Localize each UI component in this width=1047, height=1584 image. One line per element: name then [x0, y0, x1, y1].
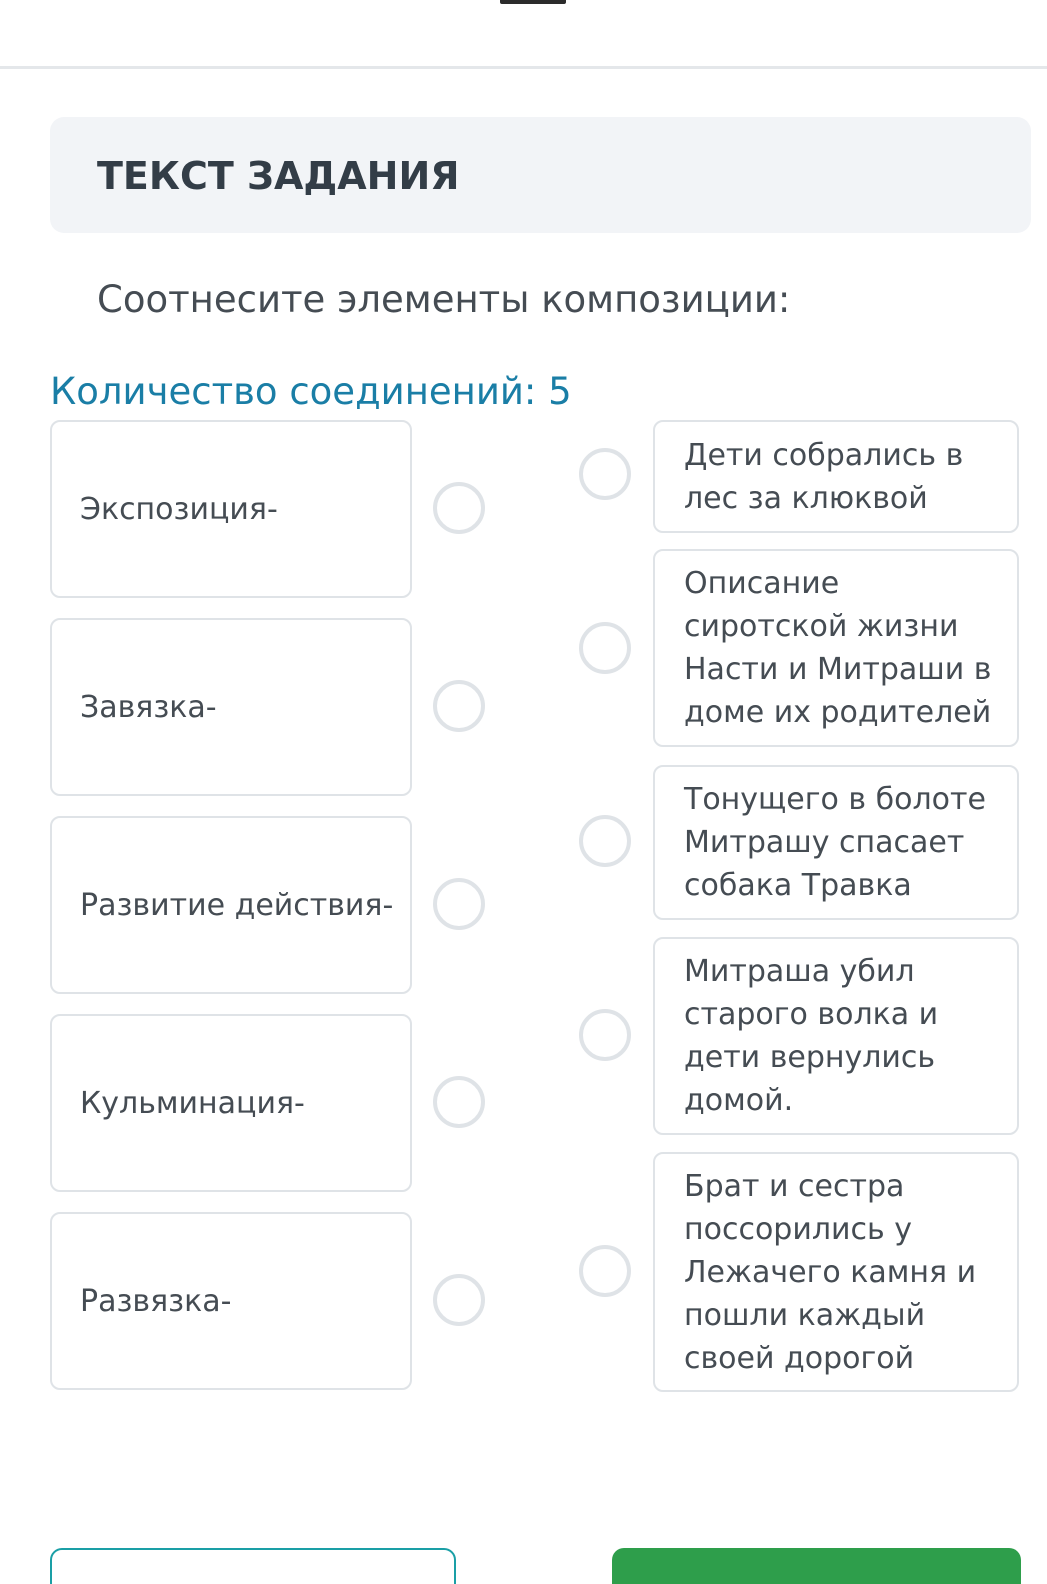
connections-count: Количество соединений: 5: [50, 370, 572, 413]
top-bar-title-fragment: [500, 0, 566, 4]
secondary-button[interactable]: [50, 1548, 456, 1584]
left-item-label: Кульминация-: [80, 1085, 305, 1121]
left-item-resolution[interactable]: [50, 1212, 412, 1390]
task-header-title: ТЕКСТ ЗАДАНИЯ: [97, 154, 460, 198]
right-item-label: Брат и сестра поссорились у Лежачего камня и пошли каждый своей дорогой: [684, 1168, 977, 1376]
left-item-label: Развязка-: [80, 1283, 232, 1319]
right-connector-4[interactable]: [579, 1009, 631, 1061]
left-item-exposition[interactable]: [50, 420, 412, 598]
question-text: Соотнесите элементы композиции:: [97, 278, 791, 321]
right-item-2[interactable]: [653, 549, 1019, 747]
right-item-1[interactable]: [653, 420, 1019, 533]
left-item-climax[interactable]: [50, 1014, 412, 1192]
right-connector-3[interactable]: [579, 815, 631, 867]
left-connector-2[interactable]: [433, 680, 485, 732]
right-connector-5[interactable]: [579, 1245, 631, 1297]
right-item-3[interactable]: [653, 765, 1019, 920]
right-connector-1[interactable]: [579, 448, 631, 500]
top-bar: [0, 0, 1047, 69]
right-item-label: Описание сиротской жизни Насти и Митраши в доме их родителей: [684, 566, 992, 730]
right-item-4[interactable]: [653, 937, 1019, 1135]
left-connector-1[interactable]: [433, 482, 485, 534]
right-connector-2[interactable]: [579, 622, 631, 674]
left-item-label: Экспозиция-: [80, 491, 278, 527]
right-item-label: Тонущего в болоте Митрашу спасает собака Травка: [684, 782, 986, 903]
left-item-setup[interactable]: [50, 618, 412, 796]
left-item-label: Развитие действия-: [80, 887, 394, 923]
task-header: [50, 117, 1031, 233]
right-item-label: Дети собрались в лес за клюквой: [684, 437, 964, 516]
right-item-5[interactable]: [653, 1152, 1019, 1392]
left-item-rising-action[interactable]: [50, 816, 412, 994]
primary-button[interactable]: [612, 1548, 1021, 1584]
right-item-label: Митраша убил старого волка и дети вернулись домой.: [684, 954, 939, 1118]
left-item-label: Завязка-: [80, 689, 217, 725]
left-connector-4[interactable]: [433, 1076, 485, 1128]
left-connector-5[interactable]: [433, 1274, 485, 1326]
left-connector-3[interactable]: [433, 878, 485, 930]
